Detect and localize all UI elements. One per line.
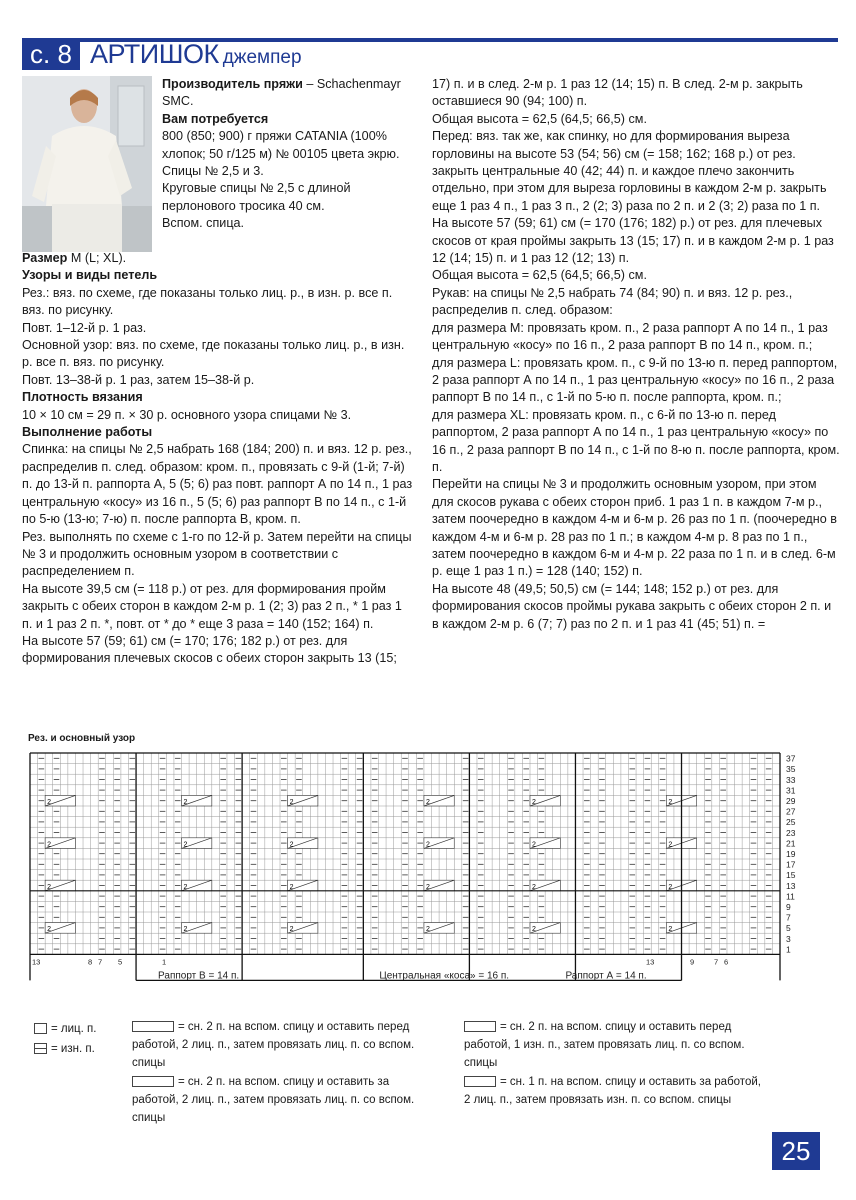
legend-knit: = лиц. п. bbox=[34, 1020, 96, 1038]
size-label: Размер bbox=[22, 251, 68, 265]
cable-mark: 2 bbox=[425, 799, 430, 806]
row-label: 11 bbox=[786, 891, 795, 902]
column-label: 13 bbox=[32, 957, 41, 967]
cable-mark: 2 bbox=[425, 926, 430, 934]
cable-mark: 2 bbox=[668, 799, 673, 806]
legend-purl: = изн. п. bbox=[34, 1040, 95, 1058]
cable-back-purl-icon bbox=[464, 1076, 496, 1087]
column-label: 5 bbox=[118, 957, 123, 967]
cable-front-purl-icon bbox=[464, 1021, 496, 1032]
column-label: 6 bbox=[724, 957, 729, 967]
work-label: Выполнение работы bbox=[22, 425, 153, 440]
cable-front-icon bbox=[132, 1021, 174, 1032]
cable-mark: 2 bbox=[183, 799, 188, 806]
row-label: 17 bbox=[786, 859, 796, 870]
column-label: 9 bbox=[690, 957, 695, 967]
legend-cable-3: = сн. 2 п. на вспом. спицу и оставить перед работой, 1 изн. п., затем провязать лиц. п. со вспом. спицы bbox=[464, 1021, 745, 1069]
model-photo bbox=[22, 76, 152, 252]
page-title bbox=[90, 38, 302, 70]
row-label: 29 bbox=[786, 796, 796, 806]
patterns-text: Рез.: вяз. по схеме, где показаны только лиц. р., в изн. р. все п. вяз. по рисунку. Повт. 1–12-й р. 1 раз. Основной узор: вяз. по схеме, где показаны только лиц. р., в изн. р. все п. вяз. по рисунку. Повт. 13–38-й р. 1 раз, затем 15–38-й р. bbox=[22, 285, 405, 387]
section-label: Раппорт А = 14 п. bbox=[565, 970, 647, 982]
cable-mark: 2 bbox=[668, 883, 673, 891]
legend-cable-1: = сн. 2 п. на вспом. спицу и оставить перед работой, 2 лиц. п., затем провязать лиц. п. со вспом. спицы bbox=[132, 1021, 415, 1069]
density-text: 10 × 10 см = 29 п. × 30 р. основного узора спицами № 3. bbox=[22, 407, 352, 422]
row-label: 27 bbox=[786, 806, 796, 817]
row-label: 23 bbox=[786, 827, 796, 838]
cable-mark: 2 bbox=[425, 883, 430, 891]
cable-mark: 2 bbox=[47, 799, 52, 806]
manufacturer: – Schachenmayr SMC. bbox=[162, 77, 401, 109]
row-label: 33 bbox=[786, 774, 796, 785]
page-badge: с. 8 bbox=[22, 38, 80, 70]
cable-back-icon bbox=[132, 1076, 174, 1087]
cable-mark: 2 bbox=[532, 799, 536, 806]
legend-cable-4: = сн. 1 п. на вспом. спицу и оставить за работой, 2 лиц. п., затем провязать изн. п. со вспом. спицы bbox=[464, 1076, 761, 1106]
row-label: 7 bbox=[786, 912, 791, 923]
knit-symbol-icon bbox=[34, 1023, 47, 1034]
patterns-label: Узоры и виды петель bbox=[22, 268, 158, 283]
section-label: Центральная «коса» = 16 п. bbox=[379, 970, 510, 982]
knitting-chart bbox=[0, 745, 856, 995]
cable-mark: 2 bbox=[532, 841, 536, 849]
chart-title: Рез. и основный узор bbox=[28, 733, 136, 744]
cable-mark: 2 bbox=[183, 883, 188, 891]
cable-mark: 2 bbox=[668, 926, 673, 934]
column-label: 8 bbox=[88, 957, 93, 967]
cable-mark: 2 bbox=[425, 841, 430, 849]
section-label: Раппорт В = 14 п. bbox=[158, 970, 240, 982]
row-label: 31 bbox=[786, 785, 796, 796]
title-main: АРТИШОК bbox=[90, 39, 219, 69]
cable-mark: 2 bbox=[289, 841, 294, 849]
density-label: Плотность вязания bbox=[22, 390, 143, 405]
title-sub: джемпер bbox=[222, 47, 302, 68]
instructions-column-1 bbox=[22, 250, 414, 668]
column-label: 7 bbox=[98, 957, 103, 967]
row-label: 21 bbox=[786, 838, 796, 849]
row-label: 5 bbox=[786, 923, 791, 934]
page-number: 25 bbox=[772, 1132, 820, 1170]
manufacturer-label: Производитель пряжи bbox=[162, 77, 303, 91]
row-label: 15 bbox=[786, 870, 796, 881]
cable-mark: 2 bbox=[289, 799, 294, 806]
column-label: 7 bbox=[714, 957, 719, 967]
cable-mark: 2 bbox=[183, 841, 188, 849]
row-label: 37 bbox=[786, 753, 796, 764]
purl-symbol-icon bbox=[34, 1043, 47, 1054]
needed-label: Вам потребуется bbox=[162, 111, 269, 126]
materials-text: 800 (850; 900) г пряжи CATANIA (100% хлопок; 50 г/125 м) № 00105 цвета экрю. Спицы № 2,5 и 3. Круговые спицы № 2,5 с длиной перлонового тросика 40 см. Вспом. спица. bbox=[162, 129, 400, 231]
row-label: 35 bbox=[786, 764, 796, 775]
column-label: 13 bbox=[646, 957, 655, 967]
materials-block bbox=[162, 76, 412, 233]
instructions-column-2: 17) п. и в след. 2-м р. 1 раз 12 (14; 15) п. В след. 2-м р. закрыть оставшиеся 90 (94; 100) п. Общая высота = 62,5 (64,5; 66,5) см. Перед: вяз. так же, как спинку, но для формирования выреза горловины на высоте 53 (54; 56) см (= 158; 162; 168 р.) от рез. закрыть центральные 40 (42; 44) п. и каждое плечо закончить отдельно, при этом для выреза горловины в каждом 2-м р. закрыть еще 1 раз 4 п., 1 раз 3 п., 2 (2; 3) раза по 2 п. и 2 (3; 2) раза по 1 п. На высоте 57 (59; 61) см (= 170 (176; 182) р.) от рез. для плечевых скосов от края проймы закрыть 13 (15; 17) п. и в каждом 2-м р. 1 раз 12 (14; 15) п. и 1 раз 12 (12; 13) п. Общая высота = 62,5 (64,5; 66,5) см. Рукав: на спицы № 2,5 набрать 74 (84; 90) п. и вяз. 12 р. рез., распределив п. след. образом: для размера M: провязать кром. п., 2 раза раппорт А по 14 п., 1 раз центральную «косу» по 16 п., 2 раза раппорт В по 14 п., кром. п.; для размера L: провязать кром. п., с 9-й по 13-ю п. перед раппортом, 2 раза раппорт А по 14 п., 1 раз центральную «косу» по 16 п., 2 раза раппорт В по 14 п., с 1-й по 5-ю п. после раппорта, кром. п.; для размера XL: провязать кром. п., с 6-й по 13-ю п. перед раппортом, 2 раза раппорт А по 14 п., 1 раз центральную «косу» по 16 п., 2 раза раппорт В по 14 п., с 1-й по 8-ю п. после раппорта, кром. п. Перейти на спицы № 3 и продолжить основным узором, при этом для скосов рукава с обеих сторон приб. 1 раз 1 п. в каждом 7-м р., затем поочередно в каждом 4-м и 6-м р. 26 раз по 1 п. (поочередно в каждом 4-м и 6-м р. 28 раз по 1 п.; в каждом 4-м р. 8 раз по 1 п., затем поочередно в каждом 6-м и 4-м р. 22 раза по 1 п. и в след. 6-м р. еще 1 раз 1 п.) = 128 (140; 152) п. На высоте 48 (49,5; 50,5) см (= 144; 148; 152 р.) от рез. для формирования скосов проймы рукава закрыть с обеих сторон 2 п. и в каждом 2-м р. 6 (7; 7) раз по 2 п. и 1 раз 41 (45; 51) п. = bbox=[432, 77, 840, 631]
cable-mark: 2 bbox=[668, 841, 673, 849]
row-label: 3 bbox=[786, 933, 791, 944]
row-label: 1 bbox=[786, 944, 791, 955]
row-label: 25 bbox=[786, 817, 796, 828]
cable-mark: 2 bbox=[47, 883, 52, 891]
cable-mark: 2 bbox=[289, 883, 294, 891]
cable-mark: 2 bbox=[47, 841, 52, 849]
cable-mark: 2 bbox=[47, 926, 52, 934]
row-label: 13 bbox=[786, 880, 796, 891]
size-value: M (L; XL). bbox=[67, 251, 127, 265]
work-text: Спинка: на спицы № 2,5 набрать 168 (184; 200) п. и вяз. 12 р. рез., распределив п. след. образом: кром. п., провязать с 9-й (1-й; 7-й) п. до 13-й п. раппорта А, 5 (5; 6) раз повт. раппорт А по 14 п., 1 раз центральную «косу» из 16 п., 5 (5; 6) раз раппорт В по 14 п., с 1-й по 5-ю (13-ю; 7-ю) п. после раппорта В, кром. п. Рез. выполнять по схеме с 1-го по 12-й р. Затем перейти на спицы № 3 и продолжить основным узором в соответствии с распределением п. На высоте 39,5 см (= 118 р.) от рез. для формирования пройм закрыть с обеих сторон в каждом 2-м р. 1 (2; 3) раз 2 п., * 1 раз 1 п. и 1 раз 2 п. *, повт. от * до * еще 3 раза = 140 (152; 164) п. На высоте 57 (59; 61) см (= 170; 176; 182 р.) от рез. для формирования плечевых скосов с обеих сторон закрыть 13 (15; bbox=[22, 442, 413, 666]
row-label: 19 bbox=[786, 849, 796, 859]
cable-mark: 2 bbox=[532, 883, 536, 891]
row-label: 9 bbox=[786, 902, 791, 912]
column-label: 1 bbox=[162, 957, 167, 967]
cable-mark: 2 bbox=[183, 926, 188, 934]
legend-cable-2: = сн. 2 п. на вспом. спицу и оставить за работой, 2 лиц. п., затем провязать лиц. п. со вспом. спицы bbox=[132, 1076, 415, 1124]
cable-mark: 2 bbox=[532, 926, 536, 934]
cable-mark: 2 bbox=[289, 926, 294, 934]
